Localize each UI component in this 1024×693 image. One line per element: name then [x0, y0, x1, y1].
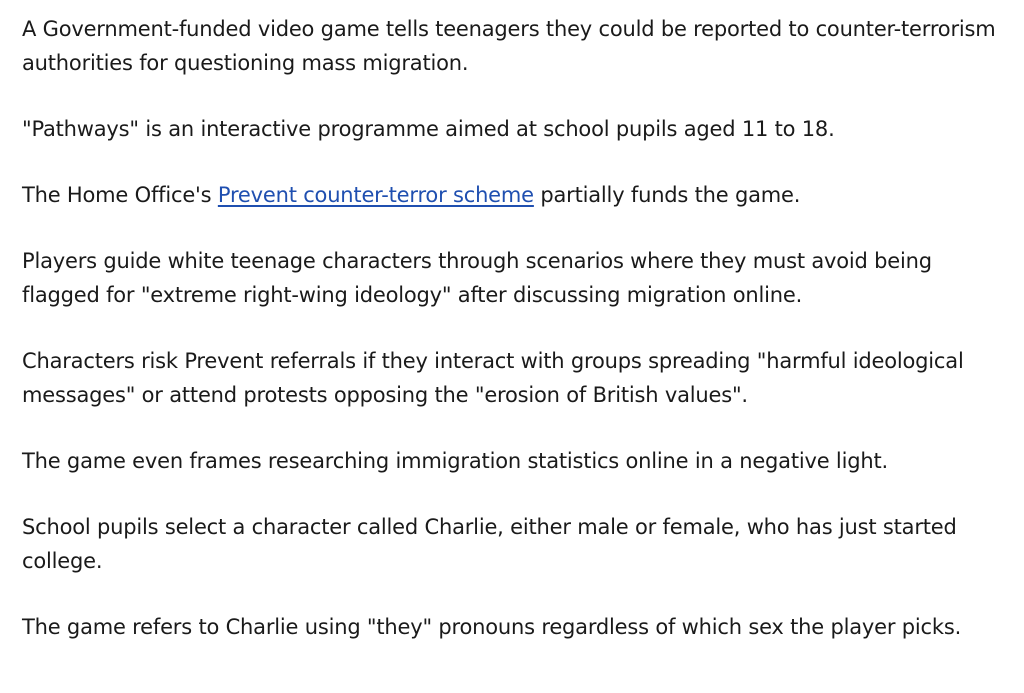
paragraph-3	[22, 178, 1012, 212]
paragraph-8: The game refers to Charlie using "they" pronouns regardless of which sex the player picks.	[22, 615, 962, 639]
article-body	[22, 12, 1012, 644]
paragraph-1: A Government-funded video game tells teenagers they could be reported to counter-terrorism authorities for questioning mass migration.	[22, 17, 996, 75]
paragraph-7: School pupils select a character called Charlie, either male or female, who has just started college.	[22, 515, 957, 573]
paragraph-5: Characters risk Prevent referrals if they interact with groups spreading "harmful ideological messages" or attend protests opposing the "erosion of British values".	[22, 349, 964, 407]
paragraph-4: Players guide white teenage characters through scenarios where they must avoid being flagged for "extreme right-wing ideology" after discussing migration online.	[22, 249, 932, 307]
paragraph-3-text-before: The Home Office's	[22, 183, 218, 207]
paragraph-6: The game even frames researching immigration statistics online in a negative light.	[22, 449, 888, 473]
paragraph-2: "Pathways" is an interactive programme aimed at school pupils aged 11 to 18.	[22, 117, 835, 141]
prevent-scheme-link[interactable]: Prevent counter-terror scheme	[217, 183, 534, 207]
paragraph-3-text-after: partially funds the game.	[533, 183, 801, 207]
